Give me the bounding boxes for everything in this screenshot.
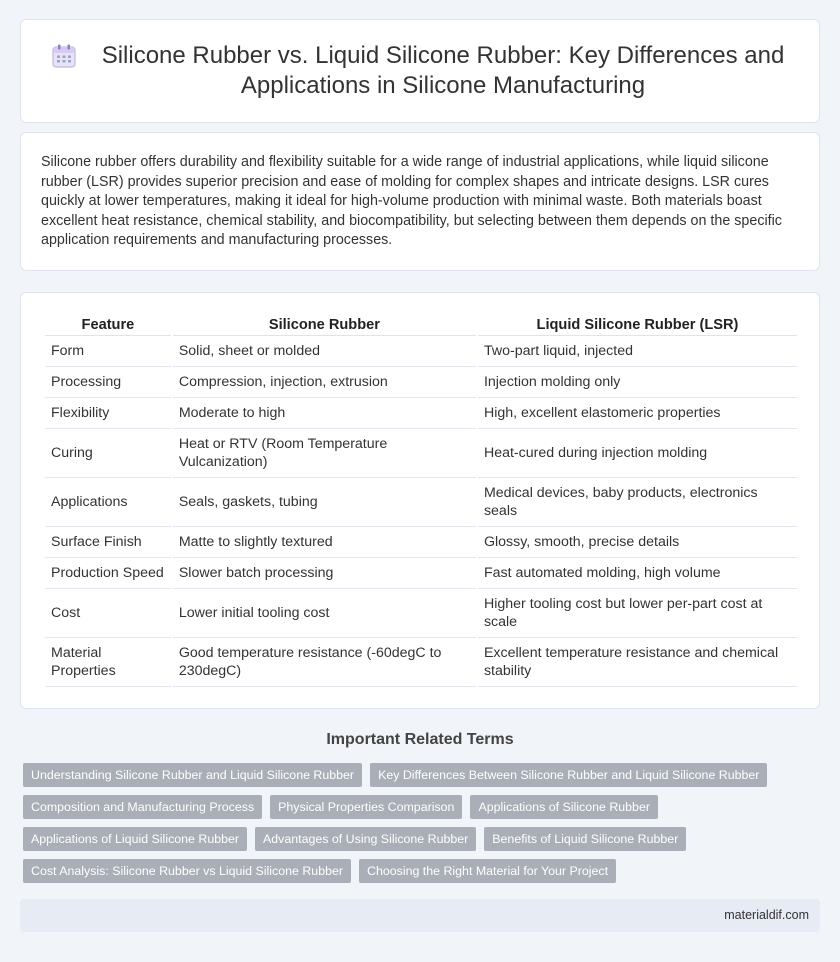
table-cell-feature: Flexibility [45, 398, 171, 429]
intro-card [20, 132, 820, 271]
table-cell-silicone-rubber: Solid, sheet or molded [173, 336, 476, 367]
table-cell-lsr: Fast automated molding, high volume [478, 558, 797, 589]
table-cell-silicone-rubber: Matte to slightly textured [173, 527, 476, 558]
table-cell-lsr: Medical devices, baby products, electronics seals [478, 478, 797, 527]
column-header-silicone-rubber: Silicone Rubber [173, 309, 476, 336]
table-header-row [45, 309, 797, 336]
table-row [45, 336, 797, 367]
table-cell-lsr: Injection molding only [478, 367, 797, 398]
table-cell-lsr: Heat-cured during injection molding [478, 429, 797, 478]
comparison-table [43, 309, 799, 687]
table-cell-feature: Production Speed [45, 558, 171, 589]
table-cell-lsr: Two-part liquid, injected [478, 336, 797, 367]
table-cell-lsr: Glossy, smooth, precise details [478, 527, 797, 558]
table-row [45, 429, 797, 478]
related-term-tag[interactable]: Key Differences Between Silicone Rubber and Liquid Silicone Rubber [370, 763, 767, 787]
table-cell-silicone-rubber: Slower batch processing [173, 558, 476, 589]
related-term-tag[interactable]: Composition and Manufacturing Process [23, 795, 262, 819]
table-cell-feature: Applications [45, 478, 171, 527]
table-row [45, 589, 797, 638]
intro-text: Silicone rubber offers durability and flexibility suitable for a wide range of industrial applications, while liquid silicone rubber (LSR) provides superior precision and ease of molding for complex shapes and intricate designs. LSR cures quickly at lower temperatures, making it ideal for high-volume production with minimal waste. Both materials boast excellent heat resistance, chemical stability, and biocompatibility, but selecting between them depends on the specific application requirements and manufacturing processes. [41, 154, 782, 248]
related-term-tag[interactable]: Understanding Silicone Rubber and Liquid Silicone Rubber [23, 763, 362, 787]
table-cell-feature: Curing [45, 429, 171, 478]
header-card [20, 19, 820, 123]
calendar-icon [51, 43, 77, 69]
related-term-tag[interactable]: Applications of Silicone Rubber [470, 795, 658, 819]
page-title: Silicone Rubber vs. Liquid Silicone Rubber: Key Differences and Applications in Silicone Manufacturing [101, 42, 785, 99]
related-terms-title: Important Related Terms [326, 731, 514, 748]
related-term-tag[interactable]: Physical Properties Comparison [270, 795, 462, 819]
related-term-tag[interactable]: Benefits of Liquid Silicone Rubber [484, 827, 686, 851]
table-cell-feature: Material Properties [45, 638, 171, 687]
table-row [45, 527, 797, 558]
table-row [45, 398, 797, 429]
table-cell-silicone-rubber: Seals, gaskets, tubing [173, 478, 476, 527]
table-cell-silicone-rubber: Moderate to high [173, 398, 476, 429]
related-term-tag[interactable]: Choosing the Right Material for Your Project [359, 859, 616, 883]
related-term-tag[interactable]: Cost Analysis: Silicone Rubber vs Liquid Silicone Rubber [23, 859, 351, 883]
table-cell-feature: Surface Finish [45, 527, 171, 558]
table-row [45, 367, 797, 398]
table-cell-lsr: Excellent temperature resistance and chemical stability [478, 638, 797, 687]
table-cell-silicone-rubber: Lower initial tooling cost [173, 589, 476, 638]
footer [20, 899, 820, 932]
table-cell-lsr: Higher tooling cost but lower per-part cost at scale [478, 589, 797, 638]
table-cell-silicone-rubber: Good temperature resistance (-60degC to 230degC) [173, 638, 476, 687]
comparison-table-card [20, 292, 820, 709]
table-cell-feature: Cost [45, 589, 171, 638]
related-term-tag[interactable]: Applications of Liquid Silicone Rubber [23, 827, 247, 851]
table-cell-feature: Processing [45, 367, 171, 398]
table-row [45, 558, 797, 589]
table-cell-lsr: High, excellent elastomeric properties [478, 398, 797, 429]
table-row [45, 478, 797, 527]
related-term-tag[interactable]: Advantages of Using Silicone Rubber [255, 827, 476, 851]
column-header-feature: Feature [45, 309, 171, 336]
table-row [45, 638, 797, 687]
footer-site-link[interactable]: materialdif.com [724, 908, 809, 922]
related-terms-list [23, 763, 823, 891]
table-cell-silicone-rubber: Heat or RTV (Room Temperature Vulcanization) [173, 429, 476, 478]
table-cell-feature: Form [45, 336, 171, 367]
table-cell-silicone-rubber: Compression, injection, extrusion [173, 367, 476, 398]
column-header-lsr: Liquid Silicone Rubber (LSR) [478, 309, 797, 336]
